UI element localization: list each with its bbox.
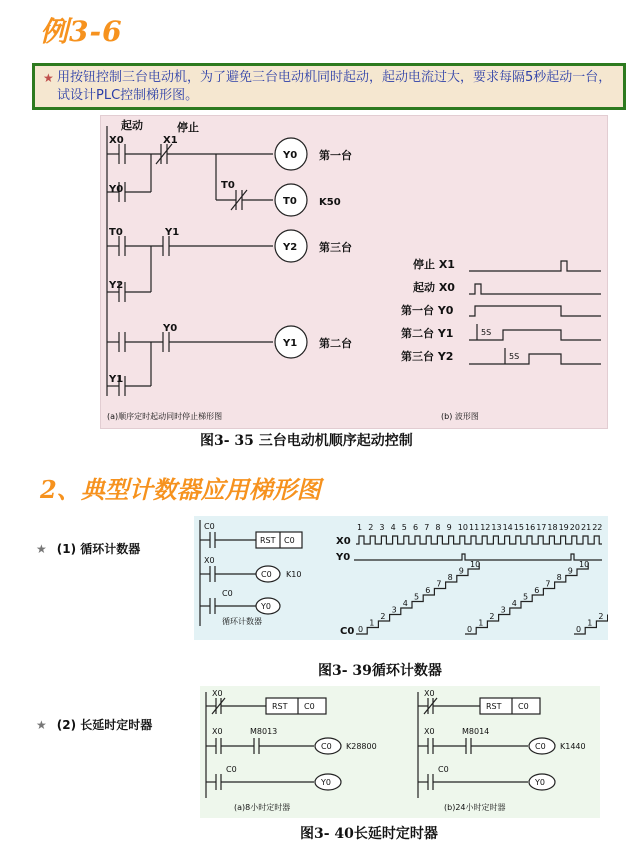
stair-value: 7 bbox=[436, 579, 442, 589]
contact-x0: X0 bbox=[109, 135, 124, 146]
stair-counter bbox=[356, 560, 608, 634]
rst-label: RST bbox=[260, 536, 276, 545]
coil-t0: T0 bbox=[283, 196, 297, 207]
t8-contact-x0: X0 bbox=[212, 689, 223, 698]
figure-3-40-caption: 图3- 40长延时定时器 bbox=[300, 826, 438, 842]
rst-target: C0 bbox=[284, 536, 295, 545]
stair-value: 2 bbox=[598, 612, 604, 621]
coil-y0: Y0 bbox=[283, 150, 298, 161]
pulse-number: 21 bbox=[581, 523, 592, 532]
stair-value: 9 bbox=[567, 566, 573, 576]
long-timer-diagram bbox=[200, 686, 600, 818]
wave-c0-label: C0 bbox=[340, 626, 355, 637]
contact-y0: Y0 bbox=[109, 184, 124, 195]
t8-contact-m8013: M8013 bbox=[250, 727, 278, 736]
pulse-number: 16 bbox=[525, 523, 536, 532]
counter-coil-y0: Y0 bbox=[261, 602, 271, 611]
t8-contact-x0-b: X0 bbox=[212, 727, 223, 736]
t24-contact-x0: X0 bbox=[424, 689, 435, 698]
stair-value: 6 bbox=[425, 586, 431, 595]
pulse-number: 1 bbox=[357, 523, 363, 532]
star-icon: ★ bbox=[36, 718, 47, 732]
stair-value: 9 bbox=[458, 566, 464, 576]
problem-text: 用按钮控制三台电动机，为了避免三台电动机同时起动，起动电流过大，要求每隔5秒起动一台，试设计PLC控制梯形图。 bbox=[57, 70, 612, 103]
stair-value: 5 bbox=[523, 592, 529, 602]
t24-rst-target: C0 bbox=[518, 702, 529, 711]
cyclic-counter-diagram bbox=[194, 516, 608, 640]
stop-label: 停止 bbox=[177, 121, 199, 134]
figure-3-39-caption: 图3- 39循环计数器 bbox=[318, 663, 442, 679]
delay-label-2: 5S bbox=[509, 352, 520, 361]
bullet-text: (2) 长延时定时器 bbox=[56, 718, 153, 732]
wave-row-stop: 停止 X1 bbox=[413, 258, 455, 271]
example-title: 例3-6 bbox=[40, 15, 123, 48]
counter-ladder-label: 循环计数器 bbox=[222, 617, 262, 626]
t24-coil-c0: C0 bbox=[535, 742, 546, 751]
wave-row-y0: 第一台 Y0 bbox=[401, 304, 454, 317]
stair-value: 2 bbox=[380, 612, 386, 621]
counter-contact-c0-b: C0 bbox=[222, 589, 233, 598]
pulse-number: 5 bbox=[401, 523, 407, 532]
coil-note-2: K50 bbox=[319, 197, 341, 208]
t8-rst-target: C0 bbox=[304, 702, 315, 711]
coil-y1: Y1 bbox=[283, 338, 298, 349]
pulse-number: 20 bbox=[569, 523, 580, 532]
contact-y1-a: Y1 bbox=[165, 227, 180, 238]
pulse-number: 8 bbox=[435, 523, 441, 532]
coil-note-4: 第二台 bbox=[319, 337, 352, 350]
figure-3-35-panel bbox=[100, 115, 608, 429]
stair-value: 3 bbox=[500, 605, 506, 615]
t8-rst: RST bbox=[272, 702, 288, 711]
star-icon: ★ bbox=[36, 542, 47, 556]
contact-y0-b: Y0 bbox=[163, 323, 178, 334]
stair-value: 7 bbox=[545, 579, 551, 589]
counter-preset: K10 bbox=[286, 570, 302, 579]
contact-t0: T0 bbox=[109, 227, 123, 238]
t24-contact-c0: C0 bbox=[438, 765, 449, 774]
pulse-number: 6 bbox=[413, 523, 419, 532]
coil-note-3: 第三台 bbox=[319, 241, 352, 254]
contact-y1-b: Y1 bbox=[109, 374, 124, 385]
t24-rst: RST bbox=[486, 702, 502, 711]
stair-value: 0 bbox=[467, 625, 473, 634]
pulse-number: 10 bbox=[457, 523, 468, 532]
figure-3-35-caption: 图3- 35 三台电动机顺序起动控制 bbox=[200, 433, 413, 449]
pulse-number: 2 bbox=[368, 523, 374, 532]
stair-value: 5 bbox=[414, 592, 420, 602]
pulse-number: 14 bbox=[502, 523, 513, 532]
t24-preset: K1440 bbox=[560, 742, 586, 751]
contact-y2: Y2 bbox=[109, 280, 124, 291]
stair-value: 6 bbox=[534, 586, 540, 595]
counter-coil-c0: C0 bbox=[261, 570, 272, 579]
stair-value: 1 bbox=[478, 618, 484, 628]
pulse-number: 19 bbox=[558, 523, 569, 532]
bullet-cyclic-counter bbox=[36, 540, 140, 557]
stair-value: 10 bbox=[579, 560, 590, 569]
stair-value: 2 bbox=[489, 612, 495, 621]
x0-pulse-wave bbox=[356, 536, 602, 544]
star-icon: ★ bbox=[43, 71, 54, 85]
coil-note-1: 第一台 bbox=[319, 149, 352, 162]
t8-contact-c0: C0 bbox=[226, 765, 237, 774]
ladder-and-waveform-diagram bbox=[101, 116, 607, 428]
figure-3-40-panel bbox=[200, 686, 600, 818]
wave-row-y2: 第三台 Y2 bbox=[401, 350, 454, 363]
t24-caption: (b)24小时定时器 bbox=[444, 803, 506, 812]
start-label: 起动 bbox=[121, 119, 143, 132]
bullet-text: (1) 循环计数器 bbox=[56, 542, 141, 556]
contact-x1: X1 bbox=[163, 135, 178, 146]
section-2-heading: 2、典型计数器应用梯形图 bbox=[40, 475, 321, 504]
stair-value: 0 bbox=[358, 625, 364, 634]
wave-row-y1: 第二台 Y1 bbox=[401, 327, 454, 340]
stair-value: 4 bbox=[402, 599, 408, 608]
t24-contact-m8014: M8014 bbox=[462, 727, 490, 736]
t8-preset: K28800 bbox=[346, 742, 377, 751]
stair-value: 1 bbox=[587, 618, 593, 628]
t24-contact-x0-b: X0 bbox=[424, 727, 435, 736]
counter-contact-x0: X0 bbox=[204, 556, 215, 565]
timer-24h bbox=[418, 689, 586, 812]
pulse-number: 12 bbox=[480, 523, 491, 532]
pulse-number: 13 bbox=[491, 523, 502, 532]
pulse-number: 15 bbox=[513, 523, 524, 532]
pulse-train bbox=[356, 523, 602, 544]
bullet-long-timer bbox=[36, 716, 152, 733]
stair-value: 10 bbox=[470, 560, 481, 569]
pulse-number: 11 bbox=[469, 523, 480, 532]
stair-value: 3 bbox=[391, 605, 397, 615]
pulse-number: 22 bbox=[592, 523, 603, 532]
t8-coil-y0: Y0 bbox=[321, 778, 331, 787]
wave-x0-label: X0 bbox=[336, 536, 351, 547]
counter-contact-c0: C0 bbox=[204, 522, 215, 531]
wave-row-start: 起动 X0 bbox=[413, 281, 455, 294]
pulse-number: 7 bbox=[424, 523, 430, 532]
pulse-number: 4 bbox=[390, 523, 396, 532]
stair-value: 8 bbox=[447, 573, 453, 582]
pulse-number: 18 bbox=[547, 523, 558, 532]
wave-y0-label: Y0 bbox=[336, 552, 351, 563]
pulse-number: 3 bbox=[379, 523, 385, 532]
pulse-number: 9 bbox=[446, 523, 452, 532]
delay-label-1: 5S bbox=[481, 328, 492, 337]
coil-y2: Y2 bbox=[283, 242, 298, 253]
stair-value: 4 bbox=[511, 599, 517, 608]
stair-value: 8 bbox=[556, 573, 562, 582]
wave-caption: (b) 波形图 bbox=[441, 412, 479, 421]
timer-8h bbox=[206, 689, 377, 812]
pulse-number: 17 bbox=[536, 523, 547, 532]
figure-3-39-panel bbox=[194, 516, 608, 640]
t24-coil-y0: Y0 bbox=[535, 778, 545, 787]
contact-t0-nc: T0 bbox=[221, 180, 235, 191]
stair-value: 0 bbox=[576, 625, 582, 634]
t8-coil-c0: C0 bbox=[321, 742, 332, 751]
t8-caption: (a)8小时定时器 bbox=[234, 803, 291, 812]
problem-statement bbox=[32, 63, 626, 110]
stair-value: 1 bbox=[369, 618, 375, 628]
ladder-caption: (a)顺序定时起动同时停止梯形图 bbox=[107, 412, 223, 421]
